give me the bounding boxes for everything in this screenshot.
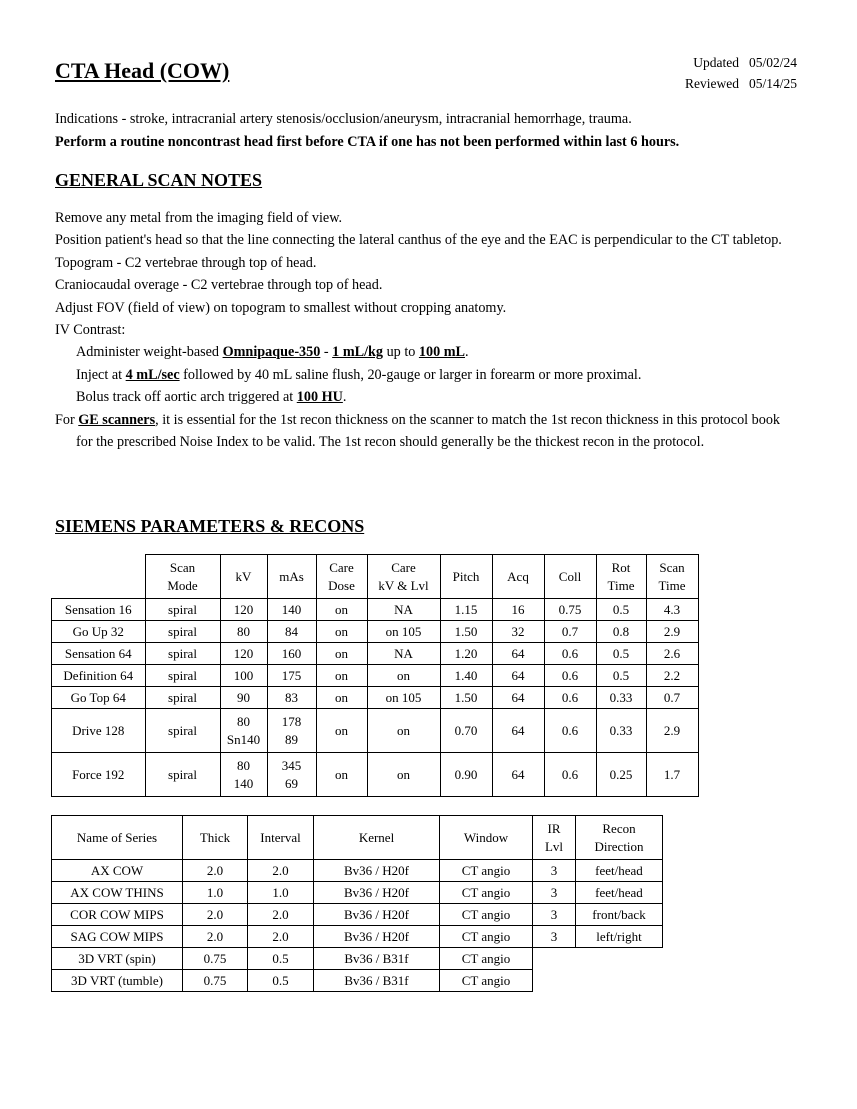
- note-iv-contrast: IV Contrast:: [55, 322, 126, 339]
- param-scan: 1.7: [646, 753, 698, 797]
- param-kv-line: 100: [233, 667, 254, 683]
- recons-column-header: [248, 816, 314, 860]
- param-coll: 0.75: [544, 599, 596, 621]
- updated-row: [685, 52, 797, 73]
- param-rot: 0.5: [596, 665, 646, 687]
- param-pitch: 1.50: [440, 621, 492, 643]
- thick: 2.0: [183, 904, 248, 926]
- table-row: [52, 709, 699, 753]
- thick: 2.0: [183, 926, 248, 948]
- updated-label: Updated: [693, 55, 739, 70]
- table-row: [52, 643, 699, 665]
- param-rot: 0.8: [596, 621, 646, 643]
- scanner-name: Definition 64: [52, 665, 146, 687]
- param-mas-line: 178: [281, 713, 302, 729]
- series-name: COR COW MIPS: [52, 904, 183, 926]
- param-rot: 0.25: [596, 753, 646, 797]
- recons-column-header-line: Lvl: [544, 838, 564, 854]
- contrast-agent: Omnipaque-350: [222, 344, 321, 361]
- thick: 0.75: [183, 948, 248, 970]
- recons-column-header-line: Interval: [260, 829, 301, 845]
- param-scan: 4.3: [646, 599, 698, 621]
- recon-direction: feet/head: [576, 882, 663, 904]
- series-name: 3D VRT (tumble): [52, 970, 183, 992]
- param-kv-line: 80: [237, 757, 250, 773]
- noncontrast-warning: Perform a routine noncontrast head first before CTA if one has not been performed within last 6 hours.: [55, 134, 680, 150]
- siemens-recons-table: [51, 815, 663, 992]
- general-notes-heading: GENERAL SCAN NOTES: [55, 170, 263, 190]
- contrast-dose: [55, 341, 795, 363]
- param-carekv: on 105: [367, 621, 440, 643]
- param-coll: 0.6: [544, 643, 596, 665]
- params-column-header: [145, 555, 220, 599]
- text: For: [55, 411, 79, 428]
- text: .: [465, 344, 469, 361]
- kernel: Bv36 / H20f: [314, 882, 440, 904]
- param-acq: 64: [492, 643, 544, 665]
- series-name: AX COW THINS: [52, 882, 183, 904]
- param-dose: on: [316, 599, 367, 621]
- params-column-header-line: kV: [235, 568, 252, 584]
- param-rot: 0.5: [596, 599, 646, 621]
- param-mas: [267, 599, 316, 621]
- note-metal: Remove any metal from the imaging field of view.: [55, 210, 343, 226]
- text: followed by 40 mL saline flush, 20-gauge or larger in forearm or more proximal.: [179, 366, 642, 383]
- param-carekv: on: [367, 709, 440, 753]
- note-ge-scanners: [55, 409, 795, 454]
- param-kv: [220, 687, 267, 709]
- text: up to: [383, 344, 419, 361]
- table-row: [52, 599, 699, 621]
- param-kv-line: 140: [233, 775, 254, 791]
- param-pitch: 1.20: [440, 643, 492, 665]
- params-column-header-line: mAs: [279, 568, 304, 584]
- params-column-header: [316, 555, 367, 599]
- param-mas-line: 160: [281, 645, 302, 661]
- window: CT angio: [440, 882, 533, 904]
- interval: 2.0: [248, 926, 314, 948]
- param-kv-line: 80: [237, 623, 250, 639]
- param-mas-line: 345: [281, 757, 302, 773]
- kernel: Bv36 / B31f: [314, 970, 440, 992]
- recons-header-row: [52, 816, 663, 860]
- param-kv-line: 90: [237, 689, 250, 705]
- text: Inject at: [76, 366, 126, 383]
- thick: 2.0: [183, 860, 248, 882]
- param-acq: 16: [492, 599, 544, 621]
- param-kv: [220, 665, 267, 687]
- window: CT angio: [440, 860, 533, 882]
- recon-direction: left/right: [576, 926, 663, 948]
- interval: 0.5: [248, 948, 314, 970]
- table-row: [52, 665, 699, 687]
- param-scan: 2.6: [646, 643, 698, 665]
- param-acq: 32: [492, 621, 544, 643]
- param-pitch: 1.40: [440, 665, 492, 687]
- param-dose: on: [316, 753, 367, 797]
- param-dose: on: [316, 665, 367, 687]
- params-column-header: [646, 555, 698, 599]
- params-column-header-line: Time: [607, 577, 635, 593]
- window: CT angio: [440, 904, 533, 926]
- params-column-header-line: Coll: [558, 568, 582, 584]
- param-dose: on: [316, 687, 367, 709]
- reviewed-row: [685, 73, 797, 94]
- recons-column-header-line: IR: [547, 820, 561, 836]
- table-row: [52, 882, 663, 904]
- page-title: CTA Head (COW): [55, 58, 230, 83]
- param-kv: [220, 599, 267, 621]
- recons-column-header: [576, 816, 663, 860]
- window: CT angio: [440, 970, 533, 992]
- param-mas: [267, 687, 316, 709]
- param-mode: spiral: [145, 709, 220, 753]
- param-acq: 64: [492, 687, 544, 709]
- param-mas-line: 69: [285, 775, 298, 791]
- note-topogram: Topogram - C2 vertebrae through top of head.: [55, 254, 317, 271]
- param-pitch: 1.50: [440, 687, 492, 709]
- ir-level: 3: [533, 860, 576, 882]
- siemens-heading: SIEMENS PARAMETERS & RECONS: [55, 516, 365, 536]
- scanner-name: Sensation 16: [52, 599, 146, 621]
- param-scan: 0.7: [646, 687, 698, 709]
- max-dose: 100 mL: [418, 344, 466, 361]
- recons-column-header-line: Window: [463, 829, 509, 845]
- param-carekv: on: [367, 665, 440, 687]
- empty-cell: [576, 948, 663, 970]
- param-acq: 64: [492, 665, 544, 687]
- general-notes: [55, 207, 795, 453]
- table-row: [52, 860, 663, 882]
- recons-column-header-line: Thick: [199, 829, 231, 845]
- param-carekv: NA: [367, 599, 440, 621]
- param-mode: spiral: [145, 599, 220, 621]
- param-mode: spiral: [145, 621, 220, 643]
- param-coll: 0.6: [544, 709, 596, 753]
- param-kv-line: 120: [233, 601, 254, 617]
- injection-rate: 4 mL/sec: [125, 366, 180, 383]
- reviewed-label: Reviewed: [685, 76, 739, 91]
- param-scan: 2.9: [646, 709, 698, 753]
- text: .: [342, 389, 347, 406]
- text: -: [320, 344, 333, 361]
- recons-column-header: [52, 816, 183, 860]
- note-position: Position patient's head so that the line connecting the lateral canthus of the eye and the EAC is perpendicular to the CT tabletop.: [55, 232, 782, 249]
- siemens-parameters-table: [51, 554, 699, 797]
- recons-column-header: [440, 816, 533, 860]
- param-kv: [220, 709, 267, 753]
- recons-column-header-line: Name of Series: [76, 829, 158, 845]
- table-row: [52, 687, 699, 709]
- param-kv: [220, 621, 267, 643]
- params-column-header-line: Care: [329, 559, 354, 575]
- param-carekv: NA: [367, 643, 440, 665]
- note-fov: Adjust FOV (field of view) on topogram to smallest without cropping anatomy.: [55, 299, 507, 316]
- thick: 1.0: [183, 882, 248, 904]
- reviewed-date: 05/14/25: [748, 76, 797, 91]
- table-row: [52, 753, 699, 797]
- param-mas: [267, 709, 316, 753]
- kernel: Bv36 / B31f: [314, 948, 440, 970]
- series-name: 3D VRT (spin): [52, 948, 183, 970]
- param-coll: 0.6: [544, 753, 596, 797]
- ge-scanners-link-text: GE scanners: [78, 411, 156, 428]
- text: Bolus track off aortic arch triggered at: [76, 389, 297, 406]
- params-column-header-line: Mode: [167, 577, 198, 593]
- param-mode: spiral: [145, 687, 220, 709]
- indications-text: Indications - stroke, intracranial artery stenosis/occlusion/aneurysm, intracranial hemorrhage, trauma.: [55, 111, 632, 127]
- text: , it is essential for the 1st recon thickness on the scanner to match the 1st recon thickness in this protocol book for the prescribed Noise Index to be valid. The 1st recon should generally be the thickest recon in the protocol.: [76, 411, 781, 451]
- recons-column-header-line: Recon: [602, 820, 636, 836]
- revision-dates: [685, 52, 797, 94]
- param-mode: spiral: [145, 665, 220, 687]
- param-acq: 64: [492, 709, 544, 753]
- params-column-header-line: kV & Lvl: [378, 577, 429, 593]
- param-kv-line: 120: [233, 645, 254, 661]
- kernel: Bv36 / H20f: [314, 860, 440, 882]
- params-column-header-line: Pitch: [452, 568, 480, 584]
- scanner-name: Force 192: [52, 753, 146, 797]
- interval: 1.0: [248, 882, 314, 904]
- param-dose: on: [316, 709, 367, 753]
- params-column-header-line: Care: [391, 559, 416, 575]
- param-mas: [267, 753, 316, 797]
- thick: 0.75: [183, 970, 248, 992]
- param-acq: 64: [492, 753, 544, 797]
- param-kv-line: 80: [237, 713, 250, 729]
- params-column-header-line: Scan: [659, 559, 685, 575]
- empty-cell: [533, 970, 576, 992]
- params-header-row: [52, 555, 699, 599]
- params-column-header: [492, 555, 544, 599]
- recons-column-header: [533, 816, 576, 860]
- series-name: AX COW: [52, 860, 183, 882]
- scanner-name: Drive 128: [52, 709, 146, 753]
- param-kv-line: Sn140: [226, 731, 261, 747]
- interval: 2.0: [248, 904, 314, 926]
- params-column-header-line: Dose: [328, 577, 355, 593]
- params-column-header-line: Scan: [169, 559, 196, 575]
- ir-level: 3: [533, 882, 576, 904]
- kernel: Bv36 / H20f: [314, 926, 440, 948]
- param-dose: on: [316, 643, 367, 665]
- table-row: [52, 948, 663, 970]
- params-column-header-line: Time: [658, 577, 686, 593]
- param-mas-line: 84: [285, 623, 298, 639]
- empty-cell: [533, 948, 576, 970]
- param-mas-line: 140: [281, 601, 302, 617]
- updated-date: 05/02/24: [748, 55, 797, 70]
- param-mas: [267, 665, 316, 687]
- bolus-tracking: [55, 386, 795, 408]
- param-mas: [267, 643, 316, 665]
- params-column-header: [544, 555, 596, 599]
- param-mas-line: 83: [285, 689, 298, 705]
- params-column-header: [367, 555, 440, 599]
- param-pitch: 0.70: [440, 709, 492, 753]
- params-column-header: [440, 555, 492, 599]
- param-mas-line: 89: [285, 731, 298, 747]
- param-carekv: on 105: [367, 687, 440, 709]
- recon-direction: front/back: [576, 904, 663, 926]
- interval: 2.0: [248, 860, 314, 882]
- recons-column-header: [183, 816, 248, 860]
- trigger-threshold: 100 HU: [296, 389, 343, 406]
- param-mas: [267, 621, 316, 643]
- param-rot: 0.5: [596, 643, 646, 665]
- indications: [55, 108, 795, 154]
- window: CT angio: [440, 926, 533, 948]
- series-name: SAG COW MIPS: [52, 926, 183, 948]
- param-mode: spiral: [145, 753, 220, 797]
- param-mode: spiral: [145, 643, 220, 665]
- table-row: [52, 926, 663, 948]
- header-corner: [52, 555, 146, 599]
- param-scan: 2.9: [646, 621, 698, 643]
- param-kv: [220, 643, 267, 665]
- recons-column-header-line: Kernel: [358, 829, 395, 845]
- table-row: [52, 904, 663, 926]
- recons-column-header: [314, 816, 440, 860]
- param-mas-line: 175: [281, 667, 302, 683]
- table-row: [52, 970, 663, 992]
- table-row: [52, 621, 699, 643]
- param-scan: 2.2: [646, 665, 698, 687]
- param-rot: 0.33: [596, 709, 646, 753]
- param-pitch: 1.15: [440, 599, 492, 621]
- contrast-injection: [55, 364, 795, 386]
- param-coll: 0.6: [544, 665, 596, 687]
- kernel: Bv36 / H20f: [314, 904, 440, 926]
- text: Administer weight-based: [76, 344, 223, 361]
- ir-level: 3: [533, 926, 576, 948]
- params-column-header: [596, 555, 646, 599]
- param-kv: [220, 753, 267, 797]
- note-overage: Craniocaudal overage - C2 vertebrae through top of head.: [55, 277, 383, 294]
- param-coll: 0.7: [544, 621, 596, 643]
- param-dose: on: [316, 621, 367, 643]
- window: CT angio: [440, 948, 533, 970]
- param-pitch: 0.90: [440, 753, 492, 797]
- ir-level: 3: [533, 904, 576, 926]
- dose-rate: 1 mL/kg: [332, 344, 384, 361]
- recons-column-header-line: Direction: [594, 838, 644, 854]
- scanner-name: Go Up 32: [52, 621, 146, 643]
- params-column-header: [220, 555, 267, 599]
- param-carekv: on: [367, 753, 440, 797]
- interval: 0.5: [248, 970, 314, 992]
- scanner-name: Go Top 64: [52, 687, 146, 709]
- scanner-name: Sensation 64: [52, 643, 146, 665]
- params-column-header-line: Acq: [507, 568, 529, 584]
- recon-direction: feet/head: [576, 860, 663, 882]
- params-column-header-line: Rot: [611, 559, 631, 575]
- empty-cell: [576, 970, 663, 992]
- params-column-header: [267, 555, 316, 599]
- param-coll: 0.6: [544, 687, 596, 709]
- param-rot: 0.33: [596, 687, 646, 709]
